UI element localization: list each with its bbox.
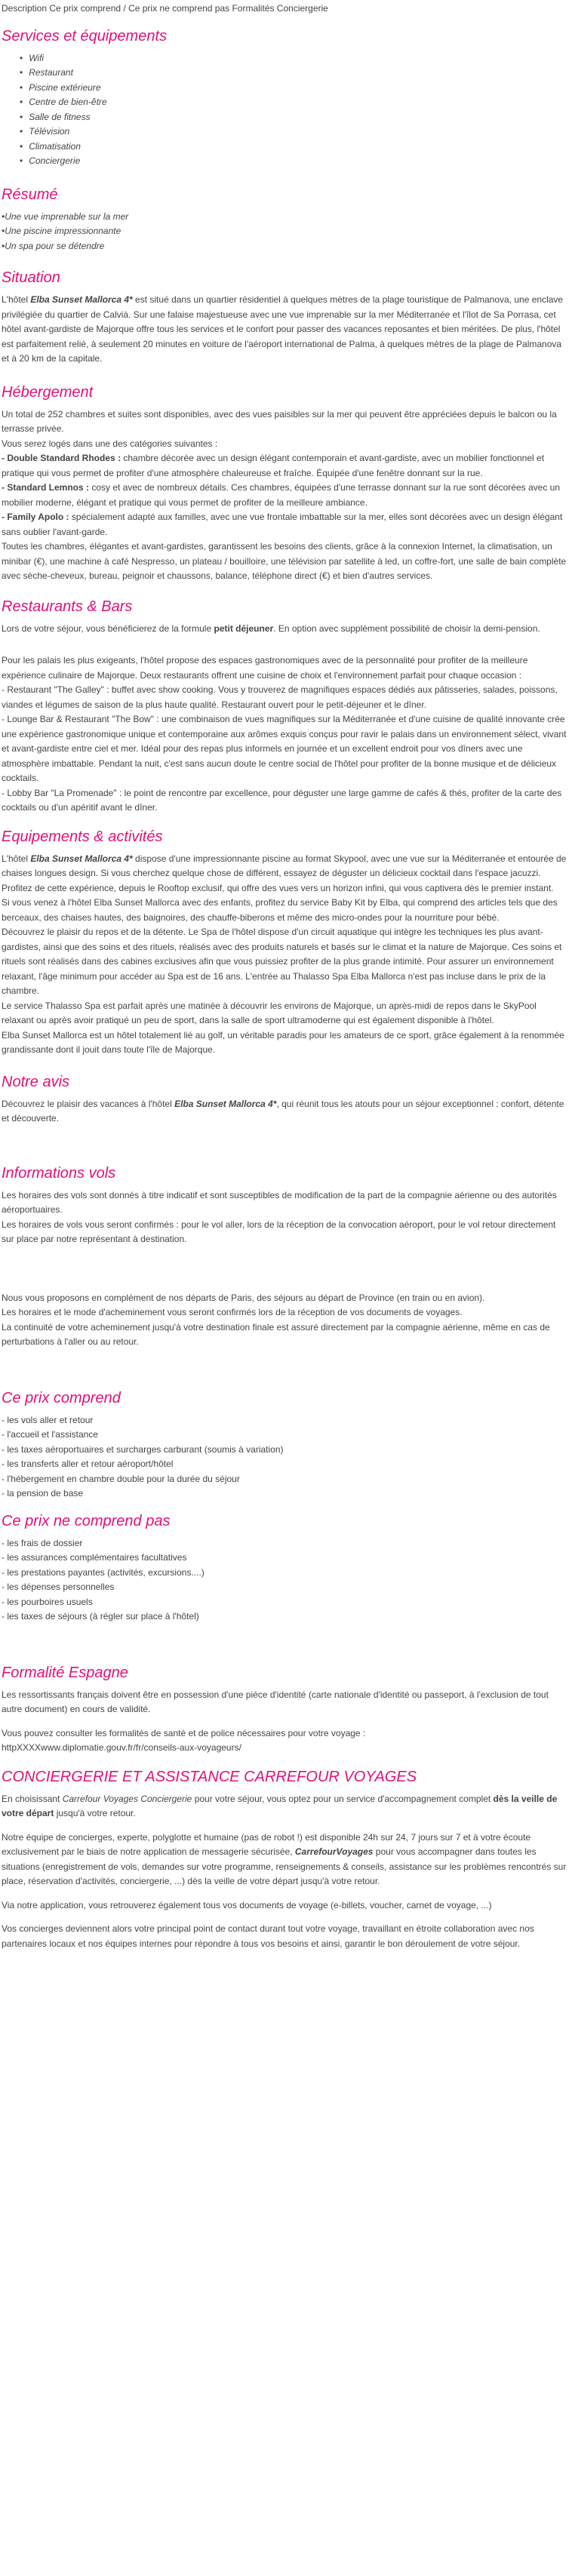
restaurants-title: Restaurants & Bars <box>2 598 133 615</box>
diplomatie-link[interactable]: httpXXXXwww.diplomatie.gouv.fr/fr/conseils-aux-voyageurs/ <box>2 1742 241 1753</box>
formalite-link[interactable] <box>2 1741 570 1756</box>
service-item: • Restaurant <box>20 66 570 81</box>
resume-item: •Une piscine impressionnante <box>2 226 121 236</box>
ne-comprend-item: - les pourboires usuels <box>2 1596 93 1607</box>
service-item: • Wifi <box>20 51 570 66</box>
resume-list <box>2 210 570 254</box>
equipements-spa: Découvrez le plaisir du repos et de la détente. Le Spa de l'hôtel dispose d'un circuit aquatique qui intègre les techniques les plus avant-gardistes, ainsi que des soins et des rituels, réalisés avec des produits naturels et basés sur le climat et la nature de Majorque. Ces soins et rituels sont réalisés dans des cabines exclusives afin que vous puissiez profiter de la plus grande intimité. Pour assurer un environnement relaxant, l'âge minimum pour accéder au Spa est de 16 ans. L'entrée au Thalasso Spa Elba Mallorca n'est pas incluse dans le prix de la chambre. <box>2 927 562 996</box>
room-family-apolo: - Family Apolo : spécialement adapté aux familles, avec une vue frontale imbattable sur la mer, elles sont décorées avec un design élégant sans oublier l'avant-garde. <box>2 512 563 537</box>
lobby-bar-la-promenade: - Lobby Bar "La Promenade" : le point de rencontre par excellence, pour déguster une large gamme de cafés & thés, profiter de la carte des cocktails ou d'un apéritif avant le dîner. <box>2 787 562 813</box>
comprend-item: - l'accueil et l'assistance <box>2 1429 98 1440</box>
service-item: • Piscine extérieure <box>20 81 570 96</box>
ne-comprend-item: - les dépenses personnelles <box>2 1582 115 1592</box>
restaurants-intro: Pour les palais les plus exigeants, l'hôtel propose des espaces gastronomiques avec de la personnalité pour profiter de la meilleure expérience culinaire de Majorque. Deux restaurants offrent une cuisine de choix et l'environnement parfait pour chaque occasion : <box>2 655 528 681</box>
equipements-thalasso: Le service Thalasso Spa est parfait après une matinée à découvrir les environs de Majorque, un après-midi de repos dans le SkyPool relaxant ou après avoir pratiqué un peu de sport, dans la salle de sport ultramoderne qui est également disponible à l'hôtel. <box>2 1000 537 1025</box>
service-item: • Climatisation <box>20 140 570 155</box>
formalite-title: Formalité Espagne <box>2 1664 128 1681</box>
vols-province: Nous vous proposons en complément de nos départs de Paris, des séjours au départ de Province (en train ou en avion). <box>2 1292 485 1303</box>
restaurant-the-bow: - Lounge Bar & Restaurant "The Bow" : une combinaison de vues magnifiques sur la Méditerranée et d'une cuisine de qualité innovante crée une expérience gastronomique unique et contemporaine aux arômes exquis conçus pour ravir le palais dans un environnement sélect, vivant et avant-gardiste entre ciel et mer. Idéal pour des repas plus informels en journée et un excellent endroit pour vos dîners avec une atmosphère imbattable. Pendant la nuit, c'est sans aucun doute le centre social de l'hôtel pour profiter de la bonne musique et de délicieux cocktails. <box>2 714 567 783</box>
comprend-item: - les vols aller et retour <box>2 1414 94 1425</box>
comprend-title: Ce prix comprend <box>2 1389 121 1406</box>
conciergerie-intro: En choisissant Carrefour Voyages Conciergerie pour votre séjour, vous optez pour un service d'accompagnement complet dès la veille de votre départ jusqu'à votre retour. <box>2 1793 558 1818</box>
resume-item: •Un spa pour se détendre <box>2 240 105 251</box>
restaurant-the-galley: - Restaurant "The Galley" : buffet avec show cooking. Vous y trouverez de magnifiques espaces dédiés aux pâtisseries, salades, poissons, viandes et légumes de saison de la plus haute qualité. Restaurant ouvert pour le petit-déjeuner et le dîner. <box>2 684 558 710</box>
service-item: • Salle de fitness <box>20 110 570 125</box>
service-item: • Centre de bien-être <box>20 95 570 110</box>
service-item: • Conciergerie <box>20 154 570 169</box>
vols-acheminement: Les horaires et le mode d'acheminement vous seront confirmés lors de la réception de vos documents de voyages. <box>2 1307 463 1317</box>
hebergement-equipment: Toutes les chambres, élégantes et avant-gardistes, garantissent les besoins des clients, grâce à la connexion Internet, la climatisation, un minibar (€), une machine à café Nespresso, un plateau / bouilloire, une télévision par satellite à led, un coffre-fort, une salle de bain complète avec sèche-cheveux, bureau, peignoir et chaussons, balance, téléphone direct (€) et bien d'autres services. <box>2 541 567 581</box>
vols-indicative: Les horaires des vols sont donnés à titre indicatif et sont susceptibles de modification de la part de la compagnie aérienne ou des autorités aéroportuaires. <box>2 1189 557 1215</box>
hebergement-intro: Un total de 252 chambres et suites sont disponibles, avec des vues paisibles sur la mer qui peuvent être appréciées depuis le balcon ou la terrasse privée. <box>2 408 557 434</box>
conciergerie-title: CONCIERGERIE ET ASSISTANCE CARREFOUR VOYAGES <box>2 1768 417 1785</box>
service-item: • Télévision <box>20 124 570 140</box>
vols-confirmation: Les horaires de vols vous seront confirmés : pour le vol aller, lors de la réception de la convocation aéroport, pour le vol retour directement sur place par notre représentant à destination. <box>2 1219 556 1244</box>
intro-line: Description Ce prix comprend / Ce prix ne comprend pas Formalités Conciergerie <box>2 3 328 14</box>
avis-text: Découvrez le plaisir des vacances à l'hôtel Elba Sunset Mallorca 4*, qui réunit tous les atouts pour un séjour exceptionnel : confort, détente et découverte. <box>2 1098 564 1124</box>
vols-continuite: La continuité de votre acheminement jusqu'à votre destination finale est assuré directement par la compagnie aérienne, même en cas de perturbations à l'aller ou au retour. <box>2 1321 550 1347</box>
comprend-item: - les transferts aller et retour aéroport/hôtel <box>2 1459 174 1469</box>
comprend-item: - les taxes aéroportuaires et surcharges carburant (soumis à variation) <box>2 1443 284 1455</box>
services-list <box>2 51 570 169</box>
conciergerie-app: Via notre application, vous retrouverez également tous vos documents de voyage (e-billets, voucher, carnet de voyage, ...) <box>2 1899 492 1910</box>
hebergement-title: Hébergement <box>2 383 94 401</box>
conciergerie-contact: Vos concierges deviennent alors votre principal point de contact durant tout votre voyage, travaillant en étroite collaboration avec nos partenaires locaux et nos équipes internes pour répondre à tous vos besoins et ainsi, garantir le bon déroulement de votre séjour. <box>2 1923 534 1949</box>
restaurants-formula: Lors de votre séjour, vous bénéficierez de la formule petit déjeuner. En option avec supplément possibilité de choisir la demi-pension. <box>2 622 540 634</box>
resume-title: Résumé <box>2 186 58 203</box>
equipements-rooftop: Profitez de cette expérience, depuis le Rooftop exclusif, qui offre des vues vers un horizon infini, qui vous captivera dès le premier instant. <box>2 882 554 893</box>
situation-title: Situation <box>2 269 60 286</box>
ne-comprend-item: - les assurances complémentaires facultatives <box>2 1552 187 1563</box>
ne-comprend-item: - les prestations payantes (activités, excursions....) <box>2 1566 205 1578</box>
services-title: Services et équipements <box>2 27 168 45</box>
ne-comprend-title: Ce prix ne comprend pas <box>2 1512 171 1529</box>
formalite-consult: Vous pouvez consulter les formalités de santé et de police nécessaires pour votre voyage : <box>2 1727 366 1738</box>
ne-comprend-list <box>2 1536 570 1625</box>
equipements-baby-kit: Si vous venez à l'hôtel Elba Sunset Mallorca avec des enfants, profitez du service Baby Kit by Elba, qui comprend des articles tels que des berceaux, des chaises hautes, des baignoires, des chauffe-biberons et même des micro-ondes pour la nourriture pour bébé. <box>2 897 558 923</box>
hebergement-categories-intro: Vous serez logés dans une des catégories suivantes : <box>2 438 218 449</box>
equipements-title: Equipements & activités <box>2 828 163 845</box>
situation-text: L'hôtel Elba Sunset Mallorca 4* est situé dans un quartier résidentiel à quelques mètres de la plage touristique de Palmanova, une enclave privilégiée du quartier de Calvià. Sur une falaise majestueuse avec une vue imprenable sur la mer Méditerranée et l'îlot de Sa Porrasa, cet hôtel avant-gardiste de Majorque offre tous les services et le confort pour passer des vacances reposantes et bien méritées. De plus, l'hôtel est parfaitement relié, à seulement 20 minutes en voiture de l'aéroport international de Palma, à quelques mètres de la plage de Palmanova et à 20 km de la capitale. <box>2 294 564 364</box>
conciergerie-team: Notre équipe de concierges, experte, polyglotte et humaine (pas de robot !) est disponible 24h sur 24, 7 jours sur 7 et à votre écoute exclusivement par le biais de notre application de messagerie sécurisée, CarrefourVoyages pour vous accompagner dans toutes les situations (enregistrement de vols, demandes sur votre programme, renseignements & conseils, assistance sur les problèmes rencontrés sur place, réservation d'activités, conciergerie, ...) dès la veille de votre départ jusqu'à votre retour. <box>2 1831 567 1886</box>
equipements-golf: Elba Sunset Mallorca est un hôtel totalement lié au golf, un véritable paradis pour les amateurs de ce sport, grâce également à la renommée grandissante dont il jouit dans toute l'île de Majorque. <box>2 1029 564 1055</box>
room-standard-lemnos: - Standard Lemnos : cosy et avec de nombreux détails. Ces chambres, équipées d'une terrasse donnant sur la rue sont décorées avec un mobilier moderne, élégant et pratique qui vous permet de profiter de la meilleure ambiance. <box>2 482 560 508</box>
ne-comprend-item: - les frais de dossier <box>2 1537 83 1548</box>
equipements-pool: L'hôtel Elba Sunset Mallorca 4* dispose d'une impressionnante piscine au format Skypool, avec une vue sur la Méditerranée et entourée de chaises longues design. Si vous cherchez quelque chose de différent, essayez de déguster un délicieux cocktail dans l'espace jacuzzi. <box>2 853 567 878</box>
resume-item: •Une vue imprenable sur la mer <box>2 211 129 222</box>
comprend-list <box>2 1413 570 1502</box>
vols-title: Informations vols <box>2 1164 116 1182</box>
ne-comprend-item: - les taxes de séjours (à régler sur place à l'hôtel) <box>2 1611 199 1622</box>
avis-title: Notre avis <box>2 1073 70 1090</box>
room-double-standard: - Double Standard Rhodes : chambre décorée avec un design élégant contemporain et avant-gardiste, avec un mobilier fonctionnel et pratique qui vous permet de profiter d'une atmosphère chaleureuse et fraîche. Équipée d'une fenêtre donnant sur la rue. <box>2 453 545 478</box>
comprend-item: - la pension de base <box>2 1488 84 1499</box>
comprend-item: - l'hébergement en chambre double pour la durée du séjour <box>2 1473 240 1484</box>
formalite-identity: Les ressortissants français doivent être en possession d'une pièce d'identité (carte nationale d'identité ou passeport, à l'exclusion de tout autre document) en cours de validité. <box>2 1689 549 1714</box>
